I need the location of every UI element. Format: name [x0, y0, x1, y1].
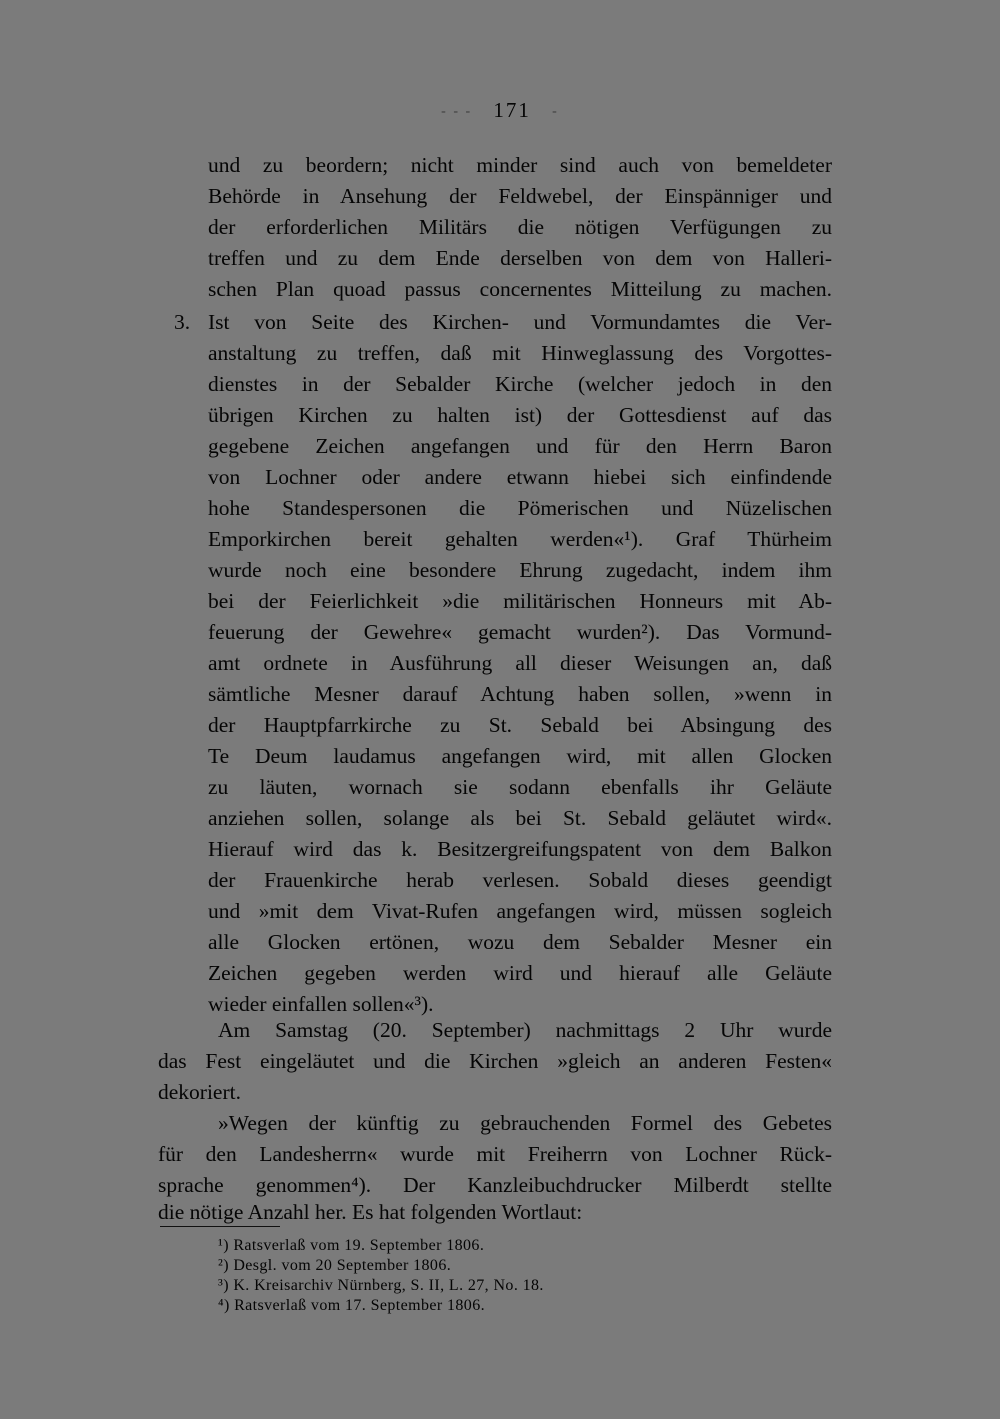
text-line: Am Samstag (20. September) nachmittags 2 Uhr wurde — [218, 1018, 832, 1042]
text-line: gegebene Zeichen angefangen und für den Herrn Baron — [208, 434, 832, 458]
text-line: Ist von Seite des Kirchen- und Vormundamtes die Ver- — [208, 310, 832, 334]
text-line: und »mit dem Vivat-Rufen angefangen wird, müssen sogleich — [208, 899, 832, 923]
text-line: und zu beordern; nicht minder sind auch von bemeldeter — [208, 153, 832, 177]
footnote: ³) K. Kreisarchiv Nürnberg, S. II, L. 27, No. 18. — [218, 1277, 544, 1294]
text-line: die nötige Anzahl her. Es hat folgenden Wortlaut: — [158, 1200, 583, 1224]
text-line: der Hauptpfarrkirche zu St. Sebald bei Absingung des — [208, 713, 832, 737]
text-line: sämtliche Mesner darauf Achtung haben sollen, »wenn in — [208, 682, 832, 706]
text-line: das Fest eingeläutet und die Kirchen »gleich an anderen Festen« — [158, 1049, 832, 1073]
text-line: für den Landesherrn« wurde mit Freiherrn von Lochner Rück- — [158, 1142, 832, 1166]
text-line: amt ordnete in Ausführung all dieser Weisungen an, daß — [208, 651, 832, 675]
header-dash-right: - — [552, 104, 559, 120]
page-header — [0, 98, 1000, 123]
footnote: ²) Desgl. vom 20 September 1806. — [218, 1257, 452, 1274]
text-line: feuerung der Gewehre« gemacht wurden²). Das Vormund- — [208, 620, 832, 644]
text-line: alle Glocken ertönen, wozu dem Sebalder Mesner ein — [208, 930, 832, 954]
text-line: sprache genommen⁴). Der Kanzleibuchdrucker Milberdt stellte — [158, 1173, 832, 1197]
text-line: dienstes in der Sebalder Kirche (welcher jedoch in den — [208, 372, 832, 396]
text-line: von Lochner oder andere etwann hiebei sich einfindende — [208, 465, 832, 489]
text-line: der erforderlichen Militärs die nötigen Verfügungen zu — [208, 215, 832, 239]
text-line: der Frauenkirche herab verlesen. Sobald dieses geendigt — [208, 868, 832, 892]
text-line: Zeichen gegeben werden wird und hierauf alle Geläute — [208, 961, 832, 985]
text-line: wieder einfallen sollen«³). — [208, 992, 434, 1016]
footnote-divider — [160, 1226, 280, 1227]
text-line: übrigen Kirchen zu halten ist) der Gottesdienst auf das — [208, 403, 832, 427]
text-line: zu läuten, wornach sie sodann ebenfalls ihr Geläute — [208, 775, 832, 799]
text-line: dekoriert. — [158, 1080, 241, 1104]
text-line: anziehen sollen, solange als bei St. Sebald geläutet wird«. — [208, 806, 832, 830]
text-line: anstaltung zu treffen, daß mit Hinweglassung des Vorgottes- — [208, 341, 832, 365]
page-number: 171 — [493, 98, 531, 122]
text-line: hohe Standespersonen die Pömerischen und Nüzelischen — [208, 496, 832, 520]
list-number: 3. — [174, 310, 191, 334]
footnote: ¹) Ratsverlaß vom 19. September 1806. — [218, 1237, 485, 1254]
text-line: wurde noch eine besondere Ehrung zugedacht, indem ihm — [208, 558, 832, 582]
text-line: Hierauf wird das k. Besitzergreifungspatent von dem Balkon — [208, 837, 832, 861]
text-line: Behörde in Ansehung der Feldwebel, der Einspänniger und — [208, 184, 832, 208]
text-line: treffen und zu dem Ende derselben von dem von Halleri- — [208, 246, 832, 270]
text-line: Te Deum laudamus angefangen wird, mit allen Glocken — [208, 744, 832, 768]
footnote: ⁴) Ratsverlaß vom 17. September 1806. — [218, 1297, 485, 1314]
text-line: bei der Feierlichkeit »die militärischen Honneurs mit Ab- — [208, 589, 832, 613]
text-line: »Wegen der künftig zu gebrauchenden Formel des Gebetes — [218, 1111, 832, 1135]
text-line: schen Plan quoad passus concernentes Mitteilung zu machen. — [208, 277, 832, 301]
text-line: Emporkirchen bereit gehalten werden«¹). Graf Thürheim — [208, 527, 832, 551]
header-dash-left: - - - — [441, 104, 473, 120]
